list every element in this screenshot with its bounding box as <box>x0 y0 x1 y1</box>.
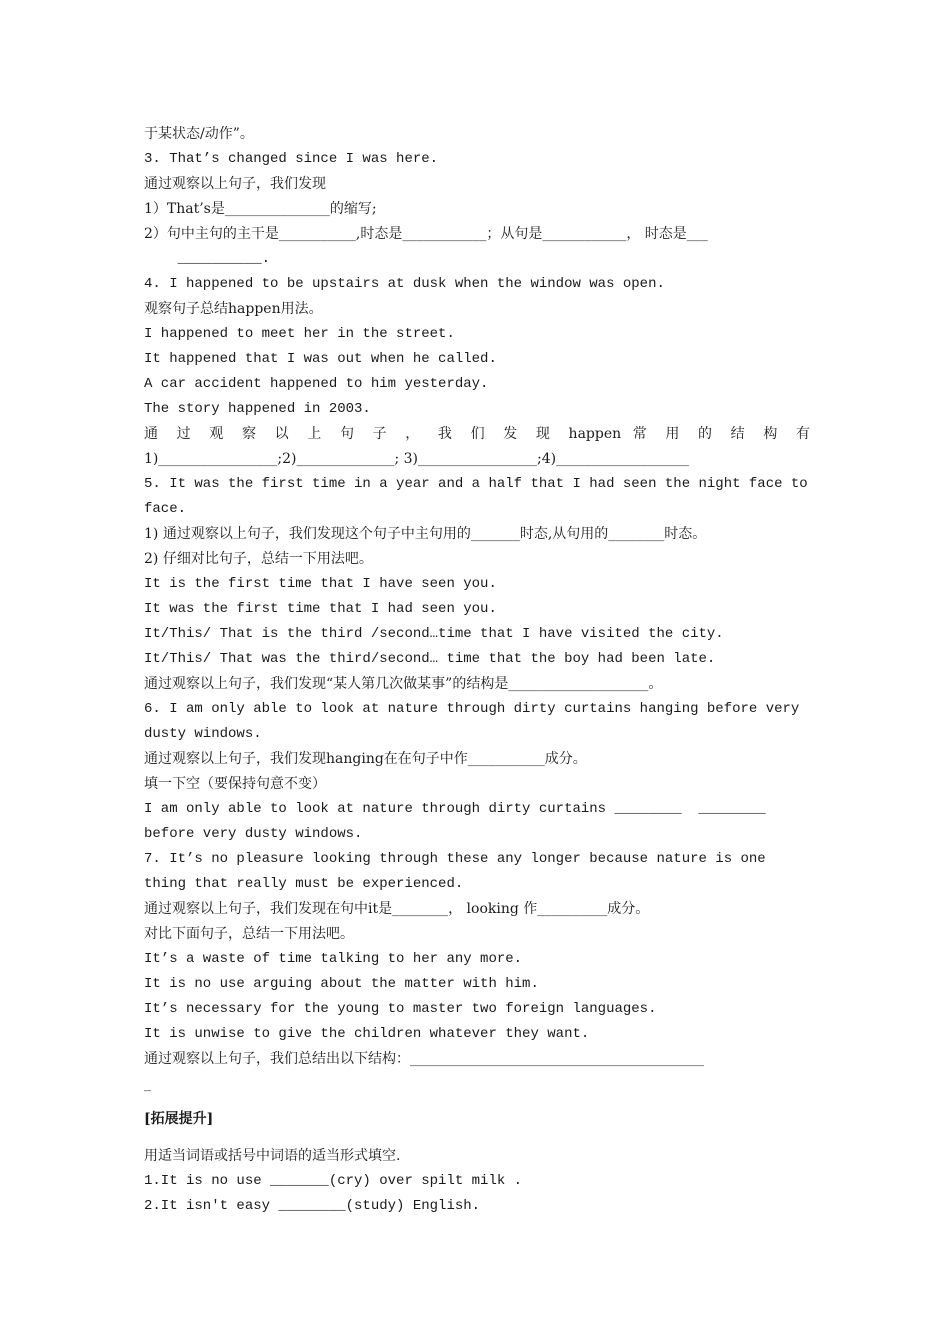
text-line: It is no use arguing about the matter with him. <box>144 976 539 992</box>
text-line: 通过观察以上句子，我们发现 <box>144 176 326 192</box>
text-line: 6. I am only able to look at nature through dirty curtains hanging before very <box>144 701 800 717</box>
text-line: It is the first time that I have seen you. <box>144 576 497 592</box>
text-line: 于某状态/动作”。 <box>144 126 254 142</box>
text-line: _ <box>144 1076 151 1092</box>
section-heading: [拓展提升] <box>144 1111 214 1127</box>
text-line: 观察句子总结happen用法。 <box>144 301 323 317</box>
text-line: 4. I happened to be upstairs at dusk when the window was open. <box>144 276 665 292</box>
text-line: 通过观察以上句子，我们发现在句中it是________， looking 作__________成分。 <box>144 901 650 917</box>
text-line: 通过观察以上句子，我们发现hanging在在句子中作___________成分。 <box>144 751 587 767</box>
text-line: 5. It was the first time in a year and a half that I had seen the night face to <box>144 476 808 492</box>
text-line: 1）That’s是_______________的缩写; <box>144 201 377 217</box>
text-line: 通 过 观 察 以 上 句 子 ， 我 们 发 现 happen 常 用 的 结 构 有 <box>144 426 810 442</box>
main-content <box>144 122 810 1097</box>
text-line: 对比下面句子，总结一下用法吧。 <box>144 926 354 942</box>
text-line: 2) 仔细对比句子，总结一下用法吧。 <box>144 551 373 567</box>
text-line: It is unwise to give the children whatever they want. <box>144 1026 590 1042</box>
text-line: It/This/ That is the third /second…time that I have visited the city. <box>144 626 724 642</box>
text-line: 1)_________________;2)______________; 3)_________________;4)___________________ <box>144 451 690 467</box>
text-line: 7. It’s no pleasure looking through these any longer because nature is one <box>144 851 766 867</box>
text-line: 用适当词语或括号中词语的适当形式填空. <box>144 1148 401 1164</box>
text-line: 通过观察以上句子，我们发现“某人第几次做某事”的结构是____________________。 <box>144 676 663 692</box>
text-line: It/This/ That was the third/second… time that the boy had been late. <box>144 651 716 667</box>
text-line: It’s a waste of time talking to her any more. <box>144 951 523 967</box>
text-line: It’s necessary for the young to master two foreign languages. <box>144 1001 657 1017</box>
text-line: 3. That’s changed since I was here. <box>144 151 439 167</box>
text-line: It was the first time that I had seen you. <box>144 601 497 617</box>
document-page <box>144 122 810 1219</box>
text-line: 1.It is no use _______(cry) over spilt milk . <box>144 1173 523 1189</box>
text-line: It happened that I was out when he called. <box>144 351 497 367</box>
text-line: thing that really must be experienced. <box>144 876 464 892</box>
text-line: face. <box>144 501 187 517</box>
text-line: The story happened in 2003. <box>144 401 371 417</box>
text-line: I happened to meet her in the street. <box>144 326 455 342</box>
text-line: 通过观察以上句子，我们总结出以下结构：__________________________________________ <box>144 1051 704 1067</box>
text-line: before very dusty windows. <box>144 826 363 842</box>
text-line: 填一下空（要保持句意不变） <box>144 776 326 792</box>
text-line: dusty windows. <box>144 726 262 742</box>
extension-content <box>144 1144 810 1219</box>
text-line: 1) 通过观察以上句子，我们发现这个句子中主句用的_______时态,从句用的________时态。 <box>144 526 707 542</box>
text-line: 2.It isn't easy ________(study) English. <box>144 1198 481 1214</box>
text-line: __________. <box>144 251 271 267</box>
text-line: I am only able to look at nature through dirty curtains ________ ________ <box>144 801 766 817</box>
text-line: 2）句中主句的主干是___________,时态是____________；从句是____________， 时态是___ <box>144 226 708 242</box>
text-line: A car accident happened to him yesterday. <box>144 376 489 392</box>
